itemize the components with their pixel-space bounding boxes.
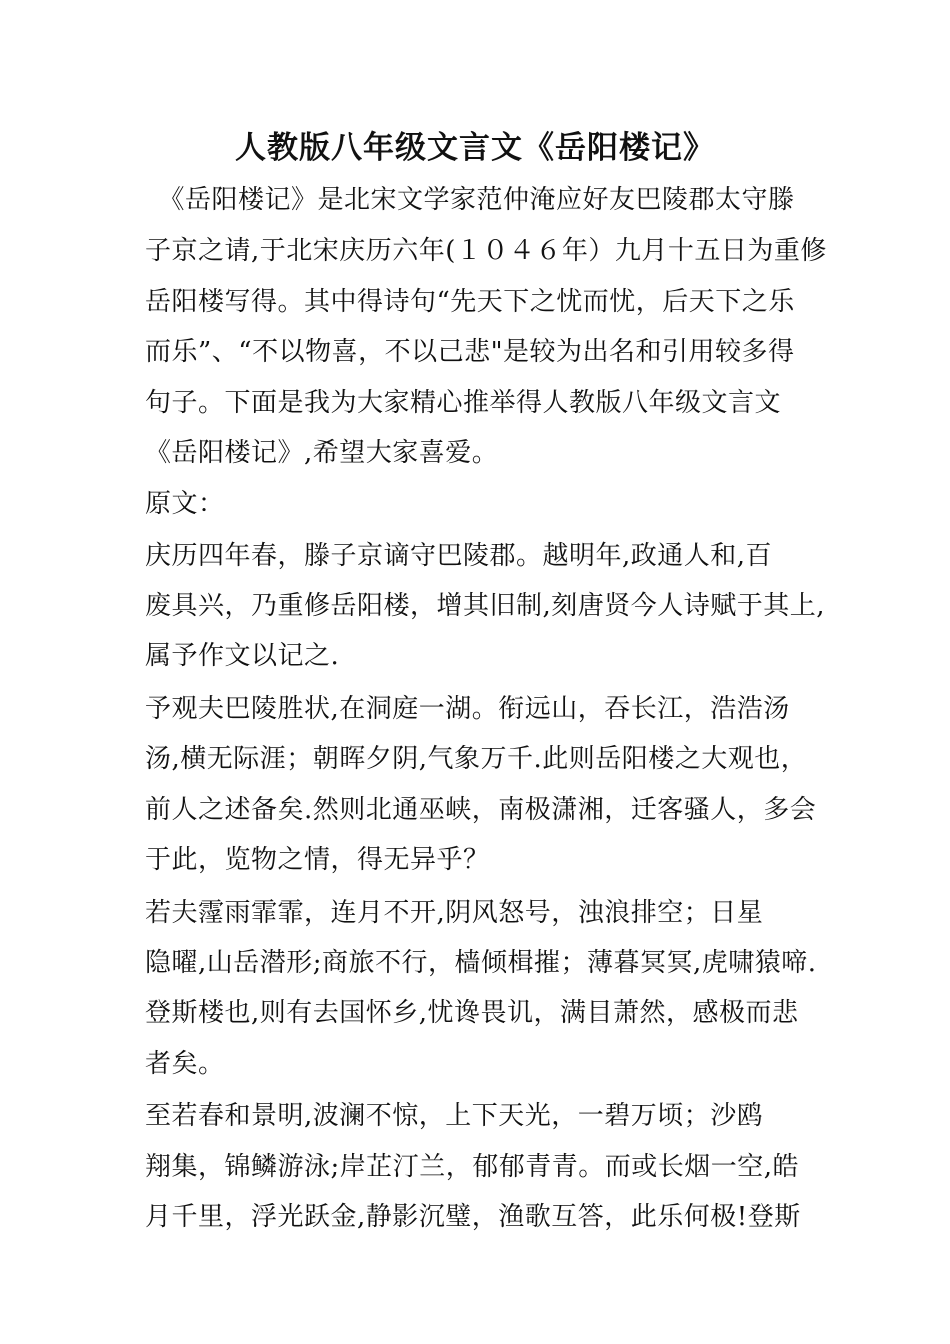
text-line: 岳阳楼写得。其中得诗句“先天下之忧而忧，后天下之乐 (145, 287, 795, 317)
text-line: 《岳阳楼记》,希望大家喜爱。 (145, 438, 499, 468)
text-line: 子京之请,于北宋庆历六年(１０４６年）九月十五日为重修 (145, 236, 827, 266)
text-line: 隐曜,山岳潜形;商旅不行，樯倾楫摧；薄暮冥冥,虎啸猿啼. (145, 948, 817, 978)
text-line: 汤,横无际涯；朝晖夕阴,气象万千.此则岳阳楼之大观也， (145, 744, 808, 774)
text-line: 翔集，锦鳞游泳;岸芷汀兰，郁郁青青。而或长烟一空,皓 (145, 1152, 800, 1182)
text-line: 句子。下面是我为大家精心推举得人教版八年级文言文 (145, 388, 782, 418)
text-line: 者矣。 (145, 1049, 225, 1079)
text-line: 废具兴，乃重修岳阳楼，增其旧制,刻唐贤今人诗赋于其上, (145, 591, 826, 621)
text-line: 登斯楼也,则有去国怀乡,忧谗畏讥，满目萧然，感极而悲 (145, 998, 799, 1028)
text-line: 属予作文以记之. (145, 641, 340, 671)
text-line: 前人之述备矣.然则北通巫峡，南极潇湘，迁客骚人，多会 (145, 795, 817, 825)
text-line: 《岳阳楼记》是北宋文学家范仲淹应好友巴陵郡太守滕 (145, 185, 795, 215)
text-line: 于此，览物之情，得无异乎？ (145, 845, 490, 875)
section-label: 原文： (145, 489, 225, 519)
document-title: 人教版八年级文言文《岳阳楼记》 (235, 130, 715, 166)
text-line: 若夫霪雨霏霏，连月不开,阴风怒号，浊浪排空；日星 (145, 898, 764, 928)
text-line: 予观夫巴陵胜状,在洞庭一湖。衔远山，吞长江，浩浩汤 (145, 694, 790, 724)
text-line: 庆历四年春，滕子京谪守巴陵郡。越明年,政通人和,百 (145, 541, 773, 571)
text-line: 月千里，浮光跃金,静影沉璧，渔歌互答，此乐何极!登斯 (145, 1202, 801, 1232)
text-line: 至若春和景明,波澜不惊，上下天光，一碧万顷；沙鸥 (145, 1101, 764, 1131)
text-line: 而乐”、“不以物喜，不以己悲"是较为出名和引用较多得 (145, 337, 795, 367)
